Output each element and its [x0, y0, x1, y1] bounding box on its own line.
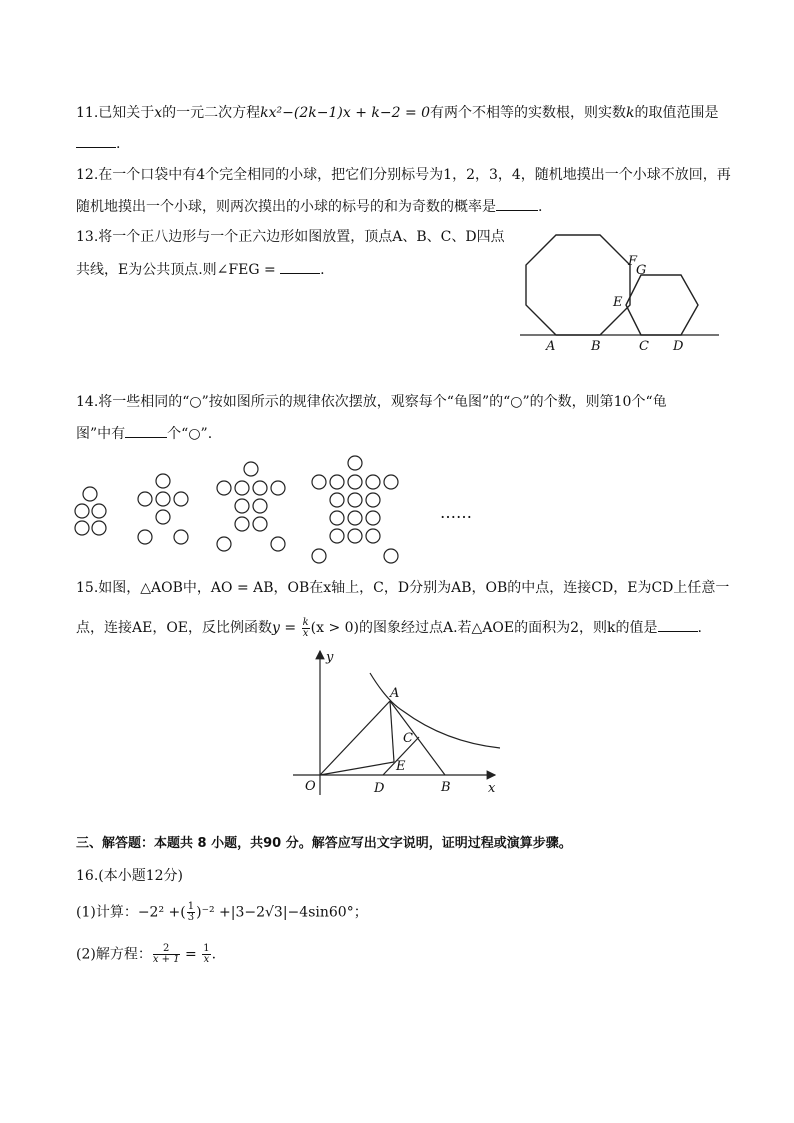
q13-tail: . [320, 262, 325, 278]
q11-text-d: 的取值范围是 [634, 105, 719, 121]
q11-equation: kx²−(2k−1)x + k−2 = 0 [260, 105, 431, 121]
q14-text-b: 个“○”. [167, 426, 213, 442]
turtle-figure-3 [217, 462, 285, 551]
q16-p2-text-a: (2)解方程： [76, 946, 152, 963]
q13-answer-blank[interactable] [280, 259, 320, 274]
q15-answer-blank[interactable] [658, 617, 698, 632]
q14-ellipsis: …… [440, 503, 472, 522]
q15-figure [285, 645, 515, 800]
section3-heading: 三、解答题：本题共 8 小题，共90 分。解答应写出文字说明，证明过程或演算步骤。 [76, 836, 572, 851]
q14-line1: 14.将一些相同的“○”按如图所示的规律依次摆放，观察每个“龟图”的“○”的个数，则第10个“龟 [76, 394, 667, 410]
q13-line2 [76, 259, 325, 280]
q15-fraction [302, 618, 310, 639]
hexagon [626, 275, 698, 335]
q11-text-c: 有两个不相等的实数根，则实数 [430, 105, 627, 121]
q11-tail: . [116, 136, 121, 152]
q12-answer-blank[interactable] [496, 196, 538, 211]
q16-part2 [76, 944, 216, 965]
q13-figure [515, 228, 725, 358]
q15-tail: . [697, 620, 702, 636]
q13-label-a: A [546, 339, 556, 354]
turtle-figure-1 [75, 487, 106, 535]
q13-label-d: D [673, 339, 684, 354]
q11-answer-blank[interactable] [76, 133, 116, 148]
q15-line1: 15.如图，△AOB中，AO = AB，OB在x轴上，C，D分别为AB，OB的中点，连接CD，E为CD上任意一 [76, 580, 730, 596]
q16-p2-fraction-left [153, 944, 180, 965]
q15-label-a: A [390, 686, 400, 701]
turtle-figure-2 [138, 474, 188, 544]
q13-label-c: C [639, 339, 649, 354]
q16-title: 16.(本小题12分) [76, 868, 184, 884]
segment-oa [320, 701, 390, 775]
q16-p2-fraction-right [202, 944, 210, 965]
q13-text-b: E为公共顶点.则∠FEG = [118, 262, 281, 278]
q15-label-x: x [488, 781, 496, 796]
q16-p2-frac2-den: x [203, 954, 210, 965]
q14-turtle-figures [60, 450, 500, 570]
q12-text: 随机地摸出一个小球，则两次摸出的小球的标号的和为奇数的概率是 [76, 199, 496, 215]
q15-label-o: O [305, 779, 316, 794]
q11-number: 11. [76, 105, 99, 121]
q15-text-b: (x > 0)的图象经过点A.若△AOE的面积为2，则k的值是 [310, 620, 658, 636]
octagon [526, 235, 630, 335]
q16-p2-frac2-num: 1 [203, 943, 210, 954]
q16-p2-tail: . [211, 946, 217, 963]
q16-p1-frac-num: 1 [187, 901, 195, 912]
q11-var-k: k [626, 105, 635, 121]
hyperbola [370, 673, 500, 748]
q11-line2 [76, 133, 120, 154]
q15-label-b: B [441, 780, 451, 795]
q15-label-e: E [396, 759, 406, 774]
q15-frac-num: k [302, 616, 309, 628]
q13-label-g: G [636, 263, 647, 278]
q12-line1: 12.在一个口袋中有4个完全相同的小球，把它们分别标号为1，2，3，4，随机地摸出一个小球不放回，再 [76, 167, 731, 183]
q14-line2 [76, 423, 212, 444]
q11-line1 [76, 103, 719, 123]
q11-text-b: 的一元二次方程 [162, 105, 261, 121]
q11-text-a: 已知关于 [98, 105, 155, 121]
q13-label-e: E [613, 295, 623, 310]
q13-line1: 13.将一个正八边形与一个正六边形如图放置，顶点A、B、C、D四点 [76, 229, 505, 245]
q16-p2-equals: = [180, 946, 202, 963]
q15-label-c: C [403, 731, 413, 746]
q15-line2 [76, 617, 702, 639]
q12-tail: . [538, 199, 543, 215]
q13-text-a: 共线， [76, 262, 118, 278]
q13-label-f: F [628, 254, 638, 269]
q16-part1 [76, 902, 368, 923]
q16-p1-fraction [187, 902, 195, 923]
turtle-figure-4 [312, 456, 398, 563]
q15-text-a: 点，连接AE，OE，反比例函数 [76, 620, 273, 636]
q15-label-y: y [326, 650, 334, 665]
q12-line2 [76, 196, 542, 217]
q15-frac-den: x [302, 627, 309, 639]
q16-p2-frac1-num: 2 [153, 944, 180, 955]
q16-p1-frac-den: 3 [187, 912, 195, 923]
segment-ae [390, 701, 394, 762]
q15-label-d: D [374, 781, 385, 796]
q16-p1-text-a: (1)计算：−2² +( [76, 904, 186, 921]
q16-p1-text-b: )⁻² +|3−2√3|−4sin60°； [196, 904, 368, 921]
q13-label-b: B [591, 339, 601, 354]
q11-var-x: x [154, 105, 163, 121]
q14-text-a: 图”中有 [76, 426, 126, 442]
q16-p2-frac1-den: x + 1 [152, 954, 180, 965]
q15-func-y: y = [272, 620, 301, 636]
q14-answer-blank[interactable] [125, 423, 167, 438]
